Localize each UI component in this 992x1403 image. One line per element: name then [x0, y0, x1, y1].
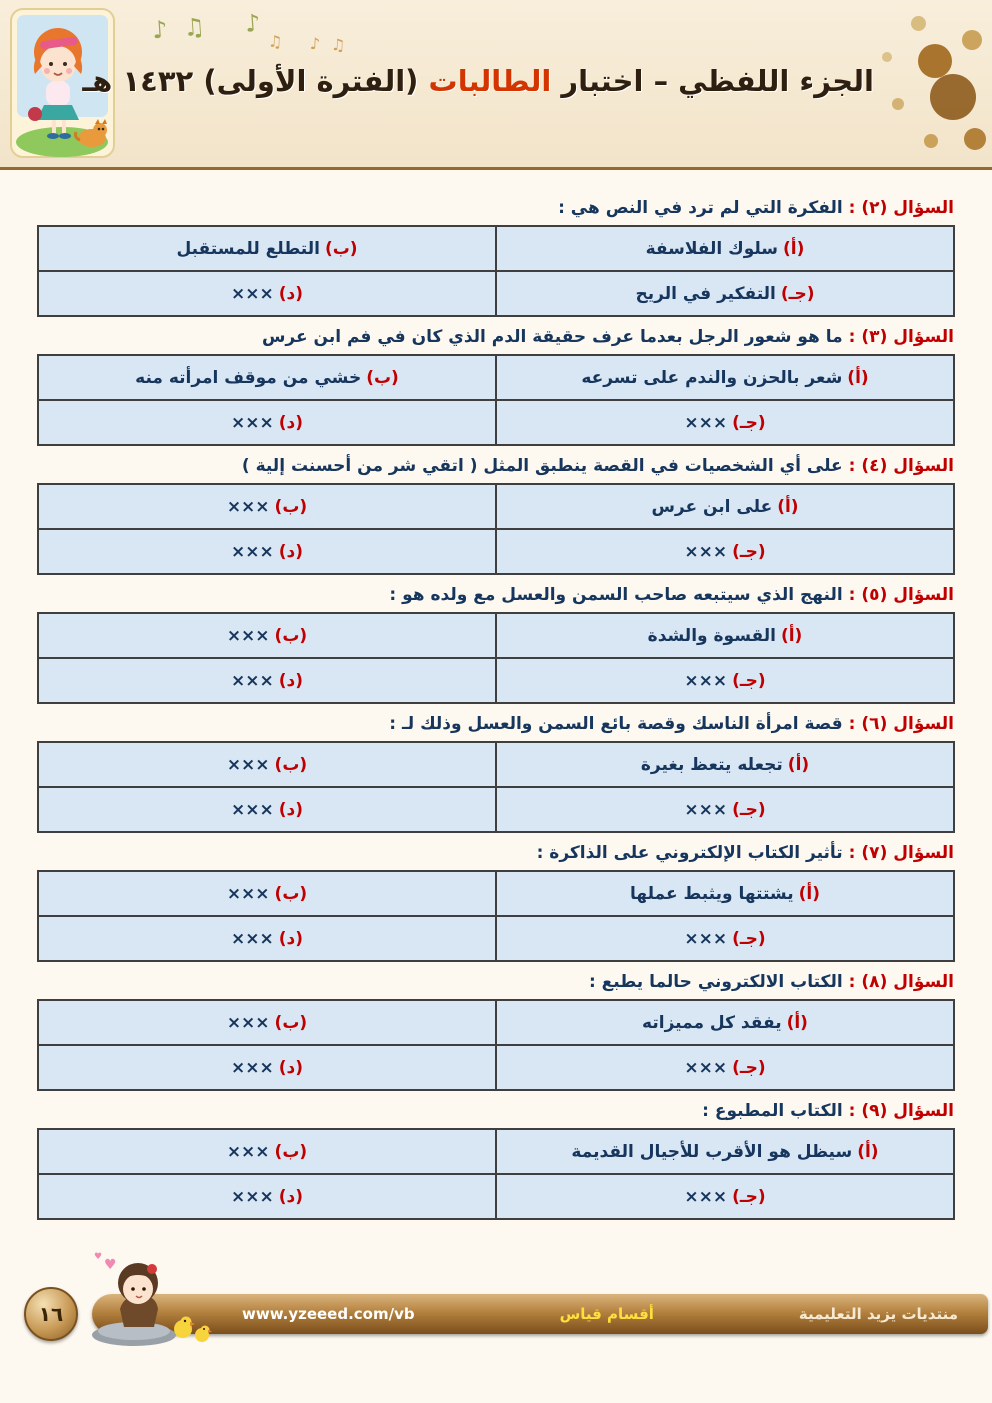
- question-block: [37, 970, 955, 1091]
- option-cell-b: [38, 226, 496, 271]
- option-cell-a: [496, 871, 954, 916]
- question-text: الكتاب الالكتروني حالما يطبع :: [588, 972, 843, 992]
- option-letter: (د): [278, 799, 303, 820]
- option-text: ×××: [684, 1186, 728, 1207]
- option-cell-d: [38, 916, 496, 961]
- heart-icon: ♥: [94, 1252, 103, 1262]
- option-text: ×××: [684, 799, 728, 820]
- option-cell-c: [496, 787, 954, 832]
- question-line: [38, 1099, 954, 1123]
- question-number-label: السؤال (٥) :: [848, 585, 954, 605]
- option-text: ×××: [231, 670, 274, 691]
- option-letter: (ب): [274, 625, 308, 646]
- option-letter: (أ): [777, 496, 799, 517]
- option-letter: (جـ): [732, 1057, 766, 1078]
- question-block: [37, 325, 955, 446]
- page-footer: [0, 1238, 992, 1403]
- option-cell-d: [38, 271, 496, 316]
- option-letter: (جـ): [780, 283, 815, 304]
- question-number-label: السؤال (٤) :: [848, 456, 954, 476]
- option-letter: (ب): [274, 1141, 308, 1162]
- option-letter: (جـ): [732, 1186, 766, 1207]
- option-letter: (جـ): [732, 670, 766, 691]
- question-block: [37, 454, 955, 575]
- option-letter: (أ): [787, 754, 810, 775]
- option-cell-a: [496, 355, 954, 400]
- title-prefix: الجزء اللفظي – اختبار: [551, 64, 874, 98]
- option-letter: (د): [278, 283, 303, 304]
- option-text: يشتتها ويثبط عملها: [630, 883, 794, 904]
- option-text: على ابن عرس: [651, 496, 773, 517]
- option-cell-c: [496, 916, 954, 961]
- question-text: تأثير الكتاب الإلكتروني على الذاكرة :: [536, 843, 843, 863]
- option-cell-d: [38, 658, 496, 703]
- option-text: ×××: [684, 541, 728, 562]
- option-text: سلوك الفلاسفة: [645, 238, 779, 259]
- dot-icon: [924, 134, 938, 148]
- option-cell-d: [38, 400, 496, 445]
- option-text: تجعله يتعظ بغيرة: [640, 754, 783, 775]
- options-table: [37, 225, 955, 317]
- option-letter: (جـ): [732, 541, 766, 562]
- question-text: الكتاب المطبوع :: [702, 1101, 843, 1121]
- question-number-label: السؤال (٣) :: [848, 327, 954, 347]
- option-cell-b: [38, 1000, 496, 1045]
- option-text: ×××: [226, 1141, 270, 1162]
- question-line: [38, 712, 954, 736]
- dot-icon: [911, 16, 926, 31]
- question-line: [38, 325, 954, 349]
- option-letter: (جـ): [732, 412, 766, 433]
- option-letter: (ب): [274, 1012, 308, 1033]
- option-letter: (أ): [780, 625, 803, 646]
- option-cell-a: [496, 1000, 954, 1045]
- question-block: [37, 1099, 955, 1220]
- question-number-label: السؤال (٢) :: [848, 198, 954, 218]
- option-text: ×××: [231, 799, 274, 820]
- option-cell-d: [38, 1174, 496, 1219]
- option-text: سيظل هو الأقرب للأجيال القديمة: [571, 1141, 853, 1162]
- options-table: [37, 612, 955, 704]
- option-letter: (د): [278, 928, 303, 949]
- option-text: ×××: [226, 754, 270, 775]
- coffee-dots-decoration: [862, 0, 992, 167]
- option-letter: (د): [278, 1186, 303, 1207]
- option-text: القسوة والشدة: [647, 625, 776, 646]
- option-letter: (جـ): [732, 799, 766, 820]
- option-text: ×××: [684, 928, 728, 949]
- option-cell-a: [496, 484, 954, 529]
- option-letter: (أ): [786, 1012, 808, 1033]
- option-cell-a: [496, 742, 954, 787]
- option-letter: (أ): [857, 1141, 879, 1162]
- forum-name: منتديات يزيد التعليمية: [798, 1305, 958, 1323]
- option-cell-b: [38, 742, 496, 787]
- option-text: ×××: [231, 412, 274, 433]
- option-text: يفقد كل مميزاته: [642, 1012, 782, 1033]
- option-letter: (ب): [324, 238, 358, 259]
- questions-area: [0, 170, 992, 1220]
- dot-icon: [882, 52, 892, 62]
- page-header: [0, 0, 992, 170]
- options-table: [37, 999, 955, 1091]
- option-cell-a: [496, 226, 954, 271]
- question-text: النهج الذي سيتبعه صاحب السمن والعسل مع ولده هو :: [389, 585, 843, 605]
- question-block: [37, 196, 955, 317]
- option-text: ×××: [684, 1057, 728, 1078]
- dot-icon: [962, 30, 982, 50]
- option-cell-c: [496, 400, 954, 445]
- qiyas-section-label: أقسام قياس: [559, 1305, 654, 1323]
- child-with-chicks-illustration: [86, 1249, 216, 1353]
- option-letter: (ب): [274, 496, 308, 517]
- option-cell-a: [496, 613, 954, 658]
- question-number-label: السؤال (٩) :: [848, 1101, 954, 1121]
- option-cell-b: [38, 871, 496, 916]
- question-number-label: السؤال (٨) :: [848, 972, 954, 992]
- option-letter: (ب): [366, 367, 399, 388]
- option-text: ×××: [231, 928, 274, 949]
- dot-icon: [892, 98, 904, 110]
- option-text: ×××: [231, 283, 274, 304]
- site-url: www.yzeeed.com/vb: [242, 1305, 415, 1323]
- page-number: ١٦: [38, 1302, 64, 1326]
- option-letter: (ب): [274, 754, 308, 775]
- question-line: [38, 454, 954, 478]
- option-text: ×××: [231, 541, 274, 562]
- question-line: [38, 583, 954, 607]
- option-letter: (د): [278, 412, 303, 433]
- option-letter: (أ): [783, 238, 805, 259]
- option-text: ×××: [231, 1186, 274, 1207]
- option-cell-c: [496, 1045, 954, 1090]
- option-cell-b: [38, 613, 496, 658]
- option-text: ×××: [226, 496, 270, 517]
- options-table: [37, 870, 955, 962]
- option-cell-b: [38, 1129, 496, 1174]
- option-text: ×××: [684, 412, 728, 433]
- option-letter: (أ): [798, 883, 820, 904]
- title-highlight: الطالبات: [428, 64, 552, 98]
- option-cell-c: [496, 271, 954, 316]
- option-text: ×××: [226, 883, 270, 904]
- option-letter: (د): [278, 1057, 303, 1078]
- option-letter: (د): [278, 541, 303, 562]
- question-block: [37, 583, 955, 704]
- option-text: شعر بالحزن والندم على تسرعه: [581, 367, 843, 388]
- options-table: [37, 1128, 955, 1220]
- option-cell-c: [496, 1174, 954, 1219]
- option-letter: (د): [278, 670, 303, 691]
- question-number-label: السؤال (٦) :: [848, 714, 954, 734]
- option-cell-b: [38, 484, 496, 529]
- option-text: التفكير في الريح: [635, 283, 776, 304]
- heart-icon: ♥: [104, 1257, 117, 1273]
- option-text: ×××: [226, 625, 270, 646]
- option-text: ×××: [226, 1012, 270, 1033]
- footer-bar: [92, 1294, 988, 1334]
- option-cell-c: [496, 658, 954, 703]
- question-block: [37, 712, 955, 833]
- options-table: [37, 354, 955, 446]
- option-cell-c: [496, 529, 954, 574]
- question-number-label: السؤال (٧) :: [848, 843, 954, 863]
- page-number-badge: [24, 1287, 78, 1341]
- option-letter: (جـ): [732, 928, 766, 949]
- option-letter: (أ): [847, 367, 869, 388]
- option-text: ×××: [684, 670, 728, 691]
- option-text: ×××: [231, 1057, 274, 1078]
- option-text: خشي من موقف امرأته منه: [135, 367, 362, 388]
- page-title: [82, 64, 874, 98]
- dot-icon: [930, 74, 976, 120]
- dot-icon: [918, 44, 952, 78]
- question-line: [38, 970, 954, 994]
- question-block: [37, 841, 955, 962]
- title-suffix: (الفترة الأولى) ١٤٣٢ هـ: [82, 64, 429, 98]
- option-cell-b: [38, 355, 496, 400]
- question-line: [38, 196, 954, 220]
- option-cell-d: [38, 1045, 496, 1090]
- option-cell-d: [38, 787, 496, 832]
- question-line: [38, 841, 954, 865]
- option-letter: (ب): [274, 883, 308, 904]
- question-text: الفكرة التي لم ترد في النص هي :: [558, 198, 843, 218]
- options-table: [37, 483, 955, 575]
- question-text: على أي الشخصيات في القصة ينطبق المثل ( اتقي شر من أحسنت إلية ): [241, 456, 843, 476]
- dot-icon: [964, 128, 986, 150]
- options-table: [37, 741, 955, 833]
- option-cell-d: [38, 529, 496, 574]
- music-notes-icon: ♫ ♪♫: [267, 31, 357, 56]
- option-text: التطلع للمستقبل: [176, 238, 320, 259]
- option-cell-a: [496, 1129, 954, 1174]
- question-text: قصة امرأة الناسك وقصة بائع السمن والعسل وذلك لـ :: [389, 714, 843, 734]
- music-notes-icon: ♪♫ ♪: [151, 7, 278, 45]
- question-text: ما هو شعور الرجل بعدما عرف حقيقة الدم الذي كان في فم ابن عرس: [261, 327, 843, 347]
